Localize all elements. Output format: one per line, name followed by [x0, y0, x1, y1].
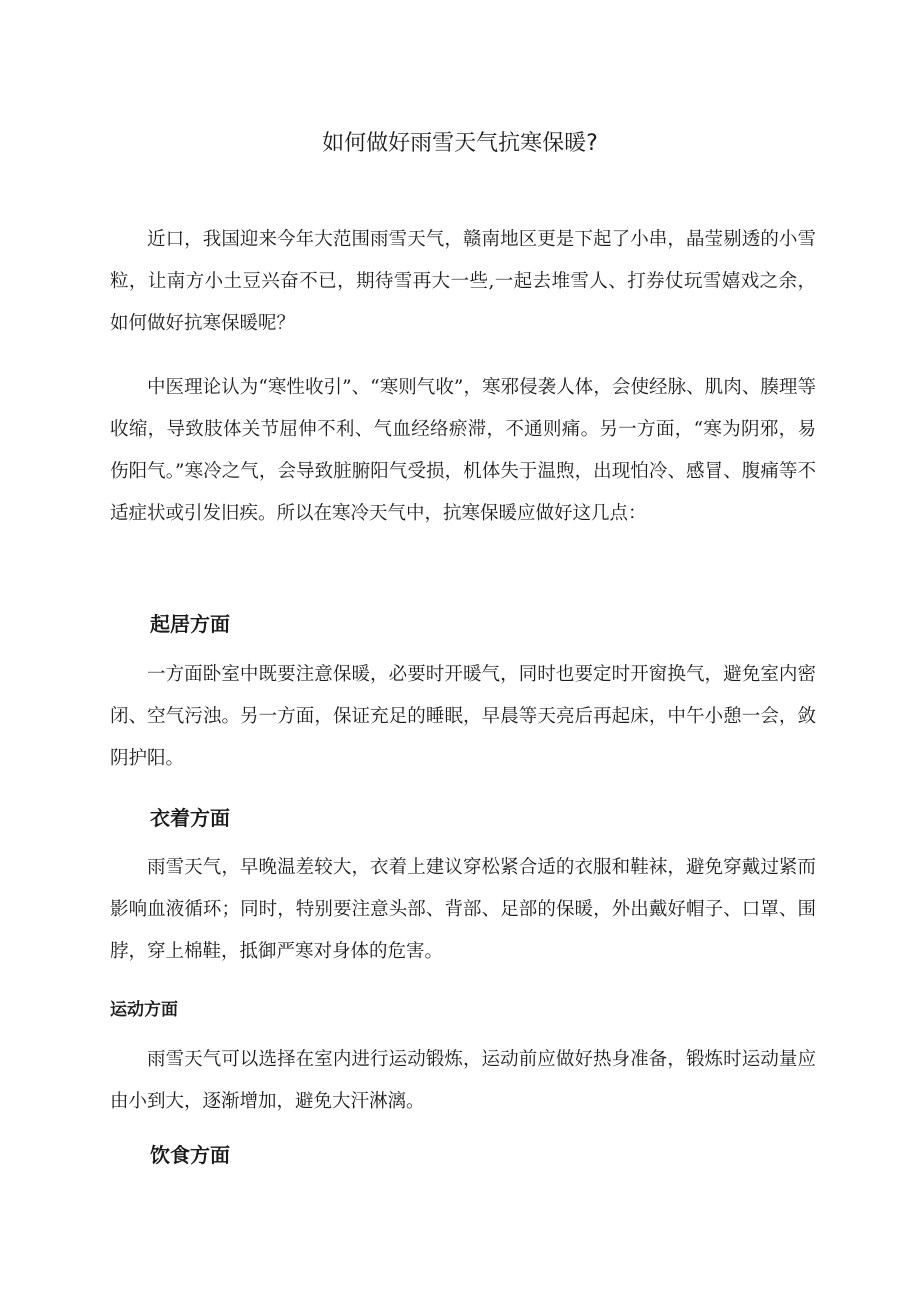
page-title: 如何做好雨雪天气抗寒保暖?: [322, 131, 598, 156]
heading-diet: 饮食方面: [150, 1143, 230, 1167]
paragraph-tcm-theory: 中医理论认为“寒性收引”、“寒则气收”，寒邪侵袭人体，会使经脉、肌肉、腠理等收缩，导致肢体关节屈伸不利、气血经络瘀滞，不通则痛。另一方面，“寒为阴邪，易伤阳气。”寒冷之气，会导致脏腑阳气受损，机体失于温煦，出现怕冷、感冒、腹痛等不适症状或引发旧疾。所以在寒冷天气中，抗寒保暖应做好这几点：: [110, 377, 816, 524]
heading-living: 起居方面: [150, 612, 230, 636]
heading-clothing: 衣着方面: [150, 806, 230, 830]
heading-exercise: 运动方面: [110, 1000, 178, 1020]
paragraph-exercise: 雨雪天气可以选择在室内进行运动锻炼，运动前应做好热身准备，锻炼时运动量应由小到大，逐渐增加，避免大汗淋漓。: [110, 1049, 816, 1112]
paragraph-clothing: 雨雪天气，早晚温差较大，衣着上建议穿松紧合适的衣服和鞋袜，避免穿戴过紧而影响血液循环；同时，特别要注意头部、背部、足部的保暖，外出戴好帽子、口罩、围脖，穿上棉鞋，抵御严寒对身体的危害。: [110, 857, 816, 962]
paragraph-living: 一方面卧室中既要注意保暖，必要时开暖气，同时也要定时开窗换气，避免室内密闭、空气污浊。另一方面，保证充足的睡眠，早晨等天亮后再起床，中午小憩一会，敛阴护阳。: [110, 664, 816, 769]
paragraph-intro: 近口，我国迎来今年大范围雨雪天气，赣南地区更是下起了小串，晶莹剔透的小雪粒，让南方小土豆兴奋不已，期待雪再大一些,一起去堆雪人、打券仗玩雪嬉戏之余，如何做好抗寒保暖呢？: [110, 229, 816, 334]
